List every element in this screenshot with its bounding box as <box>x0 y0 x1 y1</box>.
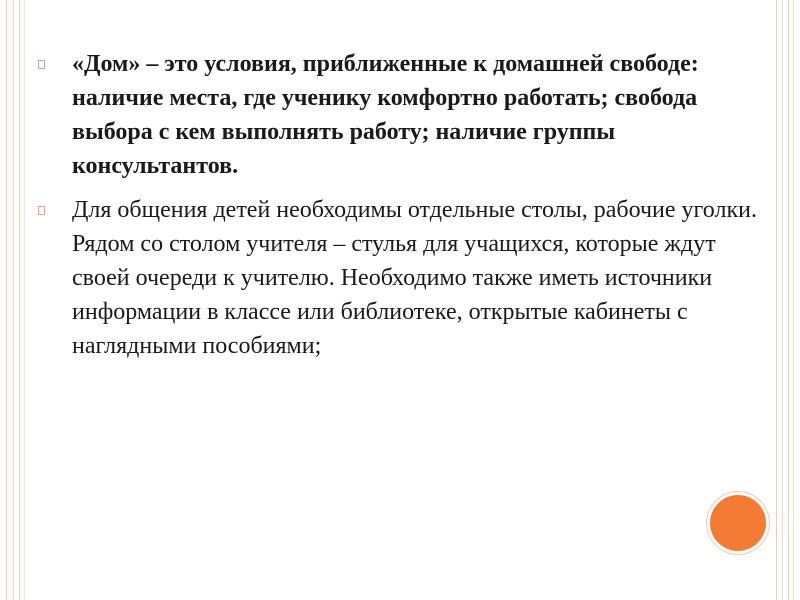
bullet-item-communication <box>30 193 770 363</box>
frame-line-left-3 <box>19 0 20 600</box>
frame-line-right-1 <box>776 0 777 600</box>
frame-line-left-1 <box>6 0 7 600</box>
bullet-text: Для общения детей необходимы отдельные столы, рабочие уголки. Рядом со столом учителя – стулья для учащихся, которые ждут своей очереди к учителю. Необходимо также иметь источники информации в классе или библиотеке, открытые кабинеты с наглядными пособиями; <box>72 197 757 359</box>
slide-body <box>30 47 770 363</box>
frame-line-right-2 <box>782 0 783 600</box>
bullet-text: «Дом» – это условия, приближенные к домашней свободе: наличие места, где ученику комфортно работать; свобода выбора с кем выполнять работу; наличие группы консультантов. <box>72 51 699 179</box>
frame-line-right-3 <box>788 0 789 600</box>
bullet-square-icon <box>38 206 45 215</box>
bullet-square-icon <box>38 60 45 69</box>
frame-line-left-4 <box>24 0 25 600</box>
frame-line-right-4 <box>793 0 794 600</box>
bullet-item-home-conditions <box>30 47 770 183</box>
decorative-circle-icon <box>710 495 766 551</box>
frame-line-left-2 <box>13 0 14 600</box>
